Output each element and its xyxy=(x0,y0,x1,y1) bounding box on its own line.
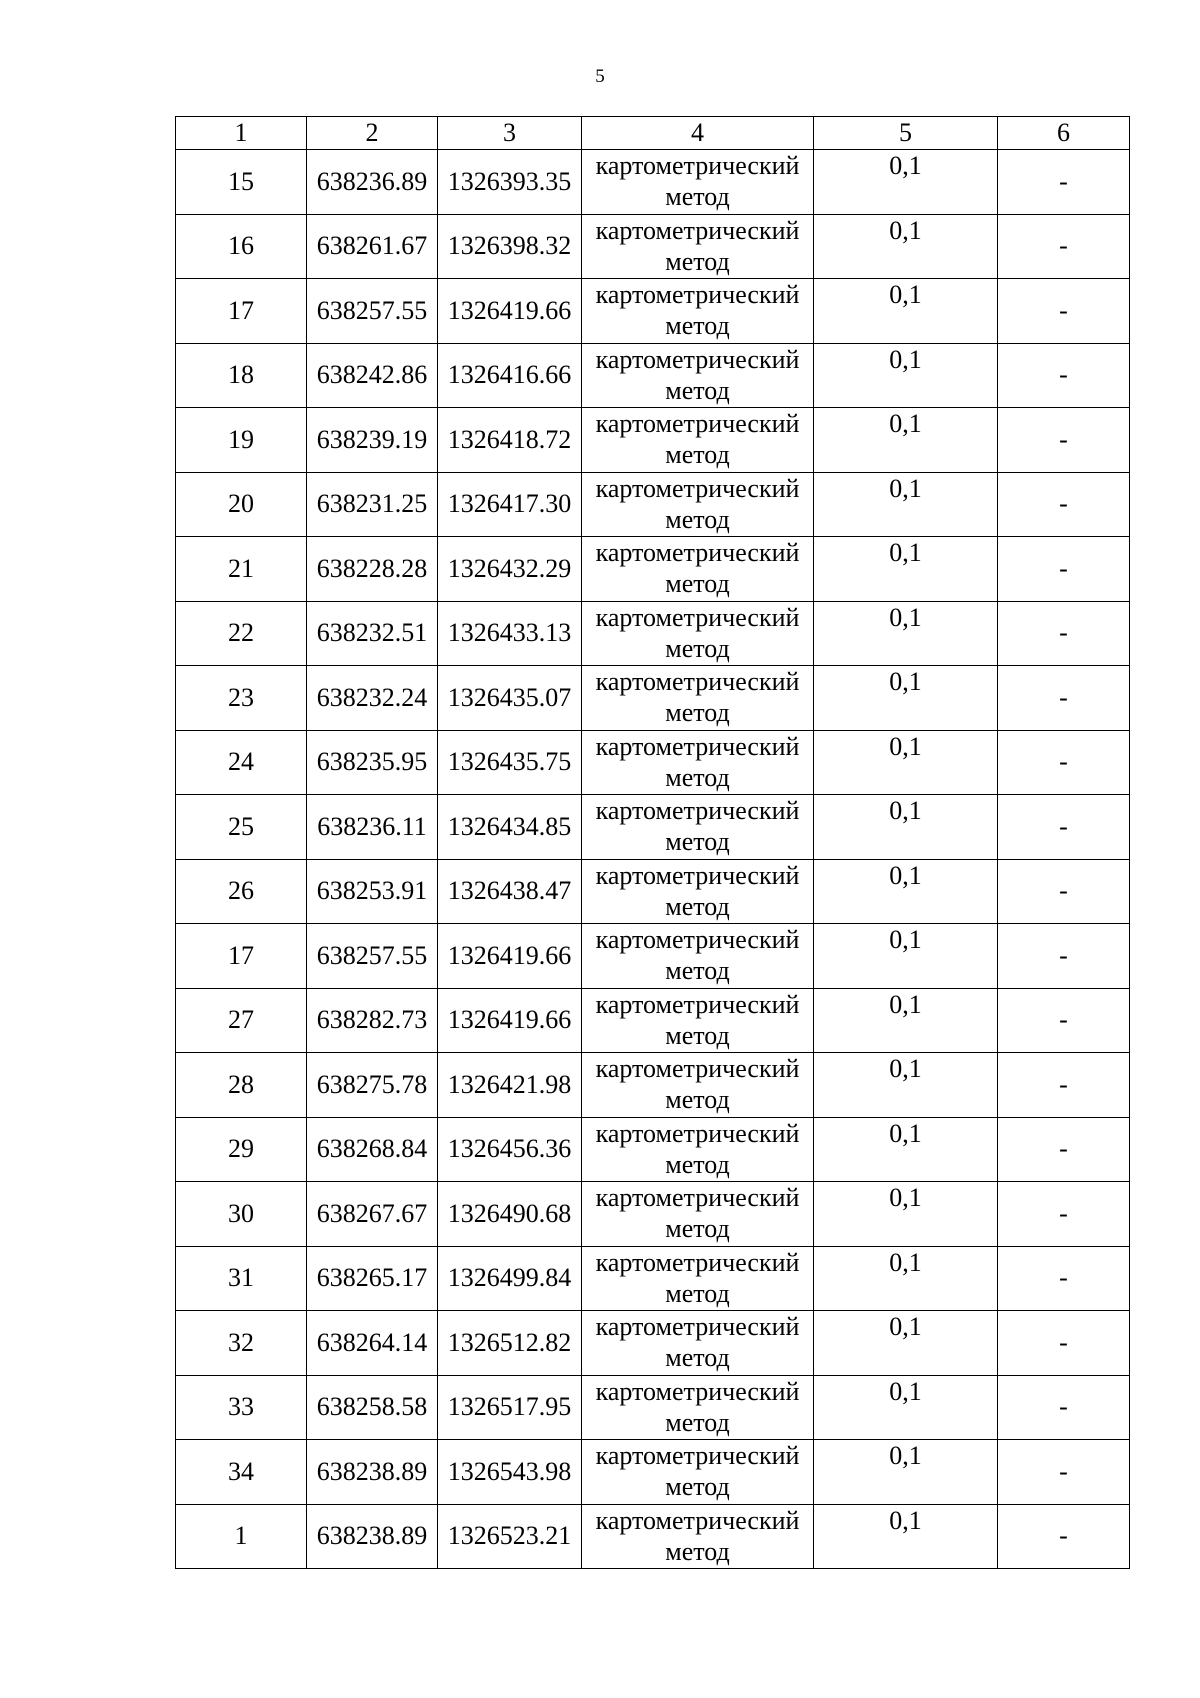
point-number: 33 xyxy=(176,1375,307,1440)
note-value: - xyxy=(998,537,1130,602)
accuracy-value: 0,1 xyxy=(814,150,998,215)
table-row xyxy=(176,537,1130,602)
method-line-2: метод xyxy=(665,698,730,727)
table-body xyxy=(176,150,1130,1569)
coordinate-x: 638257.55 xyxy=(307,924,438,989)
header-col-6: 6 xyxy=(998,117,1130,150)
method-line-1: картометрический xyxy=(595,1312,800,1341)
point-number: 16 xyxy=(176,214,307,279)
table-row xyxy=(176,1504,1130,1569)
coordinate-y: 1326517.95 xyxy=(438,1375,582,1440)
accuracy-value: 0,1 xyxy=(814,472,998,537)
method-line-2: метод xyxy=(665,311,730,340)
coordinate-y: 1326456.36 xyxy=(438,1117,582,1182)
point-number: 30 xyxy=(176,1182,307,1247)
note-value: - xyxy=(998,279,1130,344)
point-number: 27 xyxy=(176,988,307,1053)
point-number: 20 xyxy=(176,472,307,537)
note-value: - xyxy=(998,1246,1130,1311)
method-line-2: метод xyxy=(665,440,730,469)
coordinate-y: 1326393.35 xyxy=(438,150,582,215)
accuracy-value: 0,1 xyxy=(814,1504,998,1569)
method-line-2: метод xyxy=(665,246,730,276)
method-line-2: метод xyxy=(665,1214,730,1243)
method-line-2: метод xyxy=(665,1085,730,1114)
method-line-2: метод xyxy=(665,182,730,211)
method-line-1: картометрический xyxy=(595,925,800,954)
method-line-1: картометрический xyxy=(595,409,800,438)
method-cell xyxy=(582,1117,814,1182)
accuracy-value: 0,1 xyxy=(814,1440,998,1505)
table-row xyxy=(176,408,1130,473)
header-col-2: 2 xyxy=(307,117,438,150)
note-value: - xyxy=(998,408,1130,473)
accuracy-value: 0,1 xyxy=(814,1117,998,1182)
note-value: - xyxy=(998,1117,1130,1182)
method-cell xyxy=(582,343,814,408)
page-number: 5 xyxy=(595,66,605,87)
method-line-2: метод xyxy=(665,1278,730,1308)
method-cell xyxy=(582,795,814,860)
method-cell xyxy=(582,1246,814,1311)
method-line-1: картометрический xyxy=(595,1247,800,1277)
method-line-1: картометрический xyxy=(595,473,800,503)
method-line-2: метод xyxy=(665,956,730,985)
coordinate-x: 638268.84 xyxy=(307,1117,438,1182)
coordinate-x: 638261.67 xyxy=(307,214,438,279)
coordinate-y: 1326434.85 xyxy=(438,795,582,860)
coordinate-x: 638242.86 xyxy=(307,343,438,408)
note-value: - xyxy=(998,666,1130,731)
method-cell xyxy=(582,601,814,666)
method-line-1: картометрический xyxy=(595,989,800,1019)
accuracy-value: 0,1 xyxy=(814,666,998,731)
note-value: - xyxy=(998,343,1130,408)
coordinate-x: 638228.28 xyxy=(307,537,438,602)
method-cell xyxy=(582,859,814,924)
coordinate-y: 1326398.32 xyxy=(438,214,582,279)
point-number: 22 xyxy=(176,601,307,666)
table-row xyxy=(176,795,1130,860)
coordinate-x: 638238.89 xyxy=(307,1504,438,1569)
coordinate-y: 1326418.72 xyxy=(438,408,582,473)
accuracy-value: 0,1 xyxy=(814,1053,998,1118)
method-cell xyxy=(582,279,814,344)
method-cell xyxy=(582,924,814,989)
method-cell xyxy=(582,214,814,279)
table-row xyxy=(176,343,1130,408)
method-cell xyxy=(582,1375,814,1440)
coordinate-x: 638236.89 xyxy=(307,150,438,215)
method-line-1: картометрический xyxy=(595,731,800,761)
table-row xyxy=(176,1246,1130,1311)
note-value: - xyxy=(998,601,1130,666)
point-number: 19 xyxy=(176,408,307,473)
coordinate-x: 638232.24 xyxy=(307,666,438,731)
method-line-1: картометрический xyxy=(595,1118,800,1148)
method-line-2: метод xyxy=(665,827,730,856)
coordinate-y: 1326433.13 xyxy=(438,601,582,666)
accuracy-value: 0,1 xyxy=(814,1182,998,1247)
accuracy-value: 0,1 xyxy=(814,1246,998,1311)
note-value: - xyxy=(998,472,1130,537)
note-value: - xyxy=(998,1375,1130,1440)
table-row xyxy=(176,472,1130,537)
note-value: - xyxy=(998,1053,1130,1118)
method-line-2: метод xyxy=(665,1536,730,1566)
coordinate-y: 1326416.66 xyxy=(438,343,582,408)
method-line-1: картометрический xyxy=(595,344,800,374)
coordinate-x: 638236.11 xyxy=(307,795,438,860)
method-line-1: картометрический xyxy=(595,215,800,245)
accuracy-value: 0,1 xyxy=(814,1375,998,1440)
coordinate-x: 638238.89 xyxy=(307,1440,438,1505)
coordinate-x: 638267.67 xyxy=(307,1182,438,1247)
method-line-1: картометрический xyxy=(595,280,800,309)
accuracy-value: 0,1 xyxy=(814,1311,998,1376)
method-line-1: картометрический xyxy=(595,860,800,890)
coordinate-y: 1326419.66 xyxy=(438,924,582,989)
point-number: 32 xyxy=(176,1311,307,1376)
method-cell xyxy=(582,988,814,1053)
header-row xyxy=(176,117,1130,150)
coordinate-y: 1326523.21 xyxy=(438,1504,582,1569)
table-row xyxy=(176,279,1130,344)
coordinate-x: 638231.25 xyxy=(307,472,438,537)
coordinate-y: 1326435.75 xyxy=(438,730,582,795)
method-line-1: картометрический xyxy=(595,1441,800,1470)
coordinate-x: 638282.73 xyxy=(307,988,438,1053)
coordinate-x: 638257.55 xyxy=(307,279,438,344)
note-value: - xyxy=(998,859,1130,924)
point-number: 29 xyxy=(176,1117,307,1182)
accuracy-value: 0,1 xyxy=(814,279,998,344)
coordinate-y: 1326417.30 xyxy=(438,472,582,537)
method-line-2: метод xyxy=(665,1149,730,1179)
point-number: 34 xyxy=(176,1440,307,1505)
point-number: 28 xyxy=(176,1053,307,1118)
method-cell xyxy=(582,150,814,215)
method-cell xyxy=(582,408,814,473)
table-row xyxy=(176,601,1130,666)
method-line-1: картометрический xyxy=(595,602,800,632)
coordinate-x: 638265.17 xyxy=(307,1246,438,1311)
table-row xyxy=(176,1182,1130,1247)
method-cell xyxy=(582,666,814,731)
coordinate-y: 1326421.98 xyxy=(438,1053,582,1118)
coordinate-x: 638235.95 xyxy=(307,730,438,795)
method-cell xyxy=(582,1053,814,1118)
point-number: 17 xyxy=(176,279,307,344)
point-number: 1 xyxy=(176,1504,307,1569)
accuracy-value: 0,1 xyxy=(814,795,998,860)
accuracy-value: 0,1 xyxy=(814,343,998,408)
method-cell xyxy=(582,537,814,602)
table-row xyxy=(176,924,1130,989)
method-cell xyxy=(582,1504,814,1569)
coordinate-y: 1326490.68 xyxy=(438,1182,582,1247)
method-line-2: метод xyxy=(665,375,730,405)
method-cell xyxy=(582,730,814,795)
coordinate-y: 1326432.29 xyxy=(438,537,582,602)
method-line-2: метод xyxy=(665,1343,730,1372)
note-value: - xyxy=(998,1440,1130,1505)
table-row xyxy=(176,988,1130,1053)
method-cell xyxy=(582,1311,814,1376)
accuracy-value: 0,1 xyxy=(814,408,998,473)
point-number: 18 xyxy=(176,343,307,408)
note-value: - xyxy=(998,150,1130,215)
accuracy-value: 0,1 xyxy=(814,988,998,1053)
point-number: 31 xyxy=(176,1246,307,1311)
coordinate-y: 1326499.84 xyxy=(438,1246,582,1311)
method-line-2: метод xyxy=(665,633,730,663)
note-value: - xyxy=(998,1504,1130,1569)
method-line-1: картометрический xyxy=(595,538,800,567)
method-cell xyxy=(582,1182,814,1247)
note-value: - xyxy=(998,214,1130,279)
header-col-3: 3 xyxy=(438,117,582,150)
coordinate-x: 638275.78 xyxy=(307,1053,438,1118)
coordinate-y: 1326438.47 xyxy=(438,859,582,924)
header-col-4: 4 xyxy=(582,117,814,150)
table-row xyxy=(176,1375,1130,1440)
method-line-2: метод xyxy=(665,569,730,598)
table-row xyxy=(176,666,1130,731)
note-value: - xyxy=(998,988,1130,1053)
method-cell xyxy=(582,472,814,537)
accuracy-value: 0,1 xyxy=(814,859,998,924)
note-value: - xyxy=(998,795,1130,860)
method-line-2: метод xyxy=(665,1020,730,1050)
point-number: 26 xyxy=(176,859,307,924)
accuracy-value: 0,1 xyxy=(814,537,998,602)
coordinate-y: 1326419.66 xyxy=(438,279,582,344)
accuracy-value: 0,1 xyxy=(814,730,998,795)
coordinate-y: 1326419.66 xyxy=(438,988,582,1053)
header-col-5: 5 xyxy=(814,117,998,150)
method-line-1: картометрический xyxy=(595,667,800,696)
coordinates-table xyxy=(175,116,1130,1569)
point-number: 23 xyxy=(176,666,307,731)
point-number: 15 xyxy=(176,150,307,215)
method-line-1: картометрический xyxy=(595,796,800,825)
note-value: - xyxy=(998,1182,1130,1247)
table-row xyxy=(176,150,1130,215)
method-line-2: метод xyxy=(665,1407,730,1437)
method-line-2: метод xyxy=(665,1472,730,1501)
table-row xyxy=(176,859,1130,924)
method-line-2: метод xyxy=(665,504,730,534)
note-value: - xyxy=(998,924,1130,989)
coordinate-x: 638258.58 xyxy=(307,1375,438,1440)
table-row xyxy=(176,1311,1130,1376)
accuracy-value: 0,1 xyxy=(814,214,998,279)
method-line-1: картометрический xyxy=(595,151,800,180)
table-row xyxy=(176,1117,1130,1182)
table-row xyxy=(176,1440,1130,1505)
coordinate-x: 638253.91 xyxy=(307,859,438,924)
point-number: 17 xyxy=(176,924,307,989)
accuracy-value: 0,1 xyxy=(814,924,998,989)
note-value: - xyxy=(998,730,1130,795)
method-line-2: метод xyxy=(665,762,730,792)
method-line-1: картометрический xyxy=(595,1183,800,1212)
coordinate-x: 638239.19 xyxy=(307,408,438,473)
header-col-1: 1 xyxy=(176,117,307,150)
table-row xyxy=(176,730,1130,795)
method-line-2: метод xyxy=(665,891,730,921)
coordinate-y: 1326435.07 xyxy=(438,666,582,731)
point-number: 24 xyxy=(176,730,307,795)
accuracy-value: 0,1 xyxy=(814,601,998,666)
coordinate-y: 1326543.98 xyxy=(438,1440,582,1505)
method-line-1: картометрический xyxy=(595,1054,800,1083)
note-value: - xyxy=(998,1311,1130,1376)
coordinate-x: 638232.51 xyxy=(307,601,438,666)
coordinate-x: 638264.14 xyxy=(307,1311,438,1376)
table-row xyxy=(176,214,1130,279)
point-number: 21 xyxy=(176,537,307,602)
table-row xyxy=(176,1053,1130,1118)
point-number: 25 xyxy=(176,795,307,860)
coordinate-y: 1326512.82 xyxy=(438,1311,582,1376)
method-cell xyxy=(582,1440,814,1505)
method-line-1: картометрический xyxy=(595,1376,800,1406)
method-line-1: картометрический xyxy=(595,1505,800,1535)
